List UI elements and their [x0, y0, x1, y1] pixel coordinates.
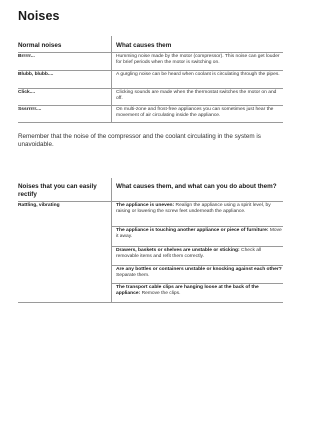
remedy-action: Realign the appliance using a spirit level, by raising or lowering the screw feet underneath the appliance. — [116, 203, 271, 214]
remedy-cause: The appliance is touching another appliance or piece of furniture: — [116, 228, 270, 233]
table-row — [18, 106, 283, 123]
noise-label: Brrrrr... — [18, 54, 35, 59]
noise-label: Rattling, vibrating — [18, 203, 60, 208]
table-header — [18, 36, 283, 53]
table-row — [18, 53, 283, 71]
noise-cause: A gurgling noise can be heard when coolant is circulating through the pipes. — [111, 71, 283, 88]
remedy-action: Move it away. — [116, 228, 282, 239]
noise-cause: Humming noise made by the motor (compressor). This noise can get louder for brief periods when the motor is switching on. — [111, 53, 283, 70]
remedy-cause: The appliance is uneven: — [116, 203, 176, 208]
noise-label: Blubb, blubb.... — [18, 72, 54, 77]
remedy-list — [111, 202, 283, 302]
noise-cause: On multi-zone and frost-free appliances you can sometimes just hear the movement of air circulating inside the appliance. — [111, 106, 283, 122]
remedy-item — [112, 266, 283, 284]
remedy-item — [112, 227, 283, 247]
page-title: Noises — [18, 9, 60, 23]
noise-label: Sssrrrrr.... — [18, 107, 42, 112]
noise-cause: Clicking sounds are made when the thermostat switches the motor on and off. — [111, 89, 283, 105]
remedy-item — [112, 202, 283, 227]
normal-noises-table — [18, 36, 283, 123]
remedy-cause: Are any bottles or containers unstable or knocking against each other? — [116, 267, 282, 272]
column-header-remedy: What causes them, and what can you do about them? — [111, 178, 283, 201]
table-row — [18, 71, 283, 89]
remedy-action: Separate them. — [116, 273, 150, 278]
column-header-cause: What causes them — [111, 36, 283, 52]
remedy-action: Remove the clips. — [141, 291, 181, 296]
column-header-noise: Noises that you can easily rectify — [18, 183, 97, 198]
table-row — [18, 202, 283, 303]
remedy-cause: The transport cable clips are hanging loose at the back of the appliance: — [116, 285, 259, 296]
column-header-noise: Normal noises — [18, 42, 62, 49]
unavoidable-noise-note: Remember that the noise of the compressor and the coolant circulating in the system is unavoidable. — [18, 133, 261, 149]
table-row — [18, 89, 283, 106]
remedy-cause: Drawers, baskets or shelves are unstable or sticking: — [116, 248, 242, 253]
remedy-item — [112, 284, 283, 302]
table-header — [18, 178, 283, 202]
rectifiable-noises-table — [18, 178, 283, 303]
remedy-item — [112, 247, 283, 266]
noise-label: Click.... — [18, 90, 36, 95]
remedy-action: Check all removable items and refit them correctly. — [116, 248, 262, 259]
